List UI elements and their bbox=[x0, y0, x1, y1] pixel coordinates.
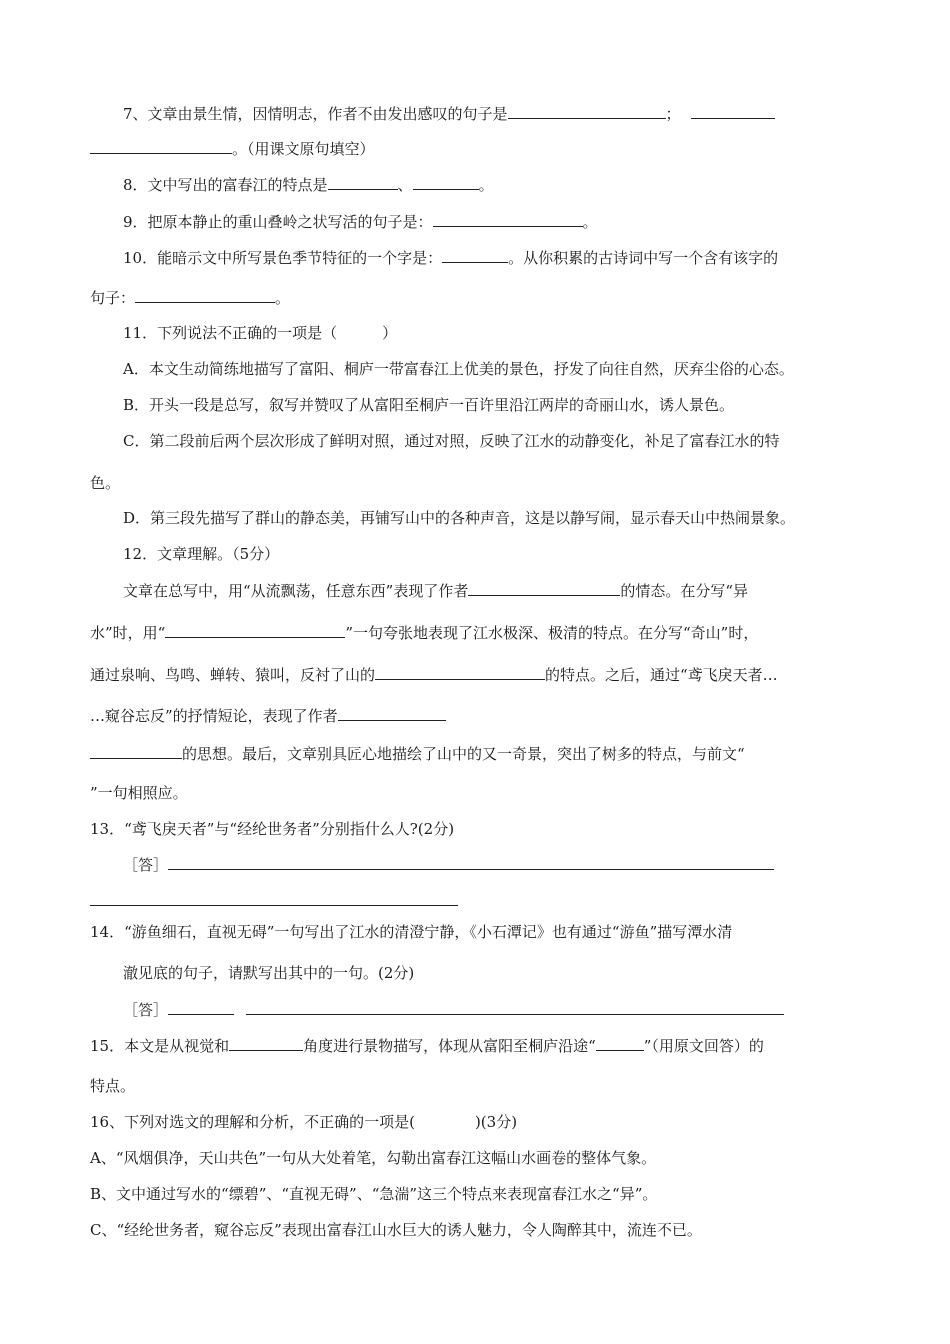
q12-stem: 12．文章理解。（5分） bbox=[123, 545, 280, 563]
q12-line4: …窥谷忘反”的抒情短论，表现了作者 bbox=[90, 705, 446, 726]
q12-line2: 水”时，用“ ”一句夸张地表现了江水极深、极清的特点。在分写“奇山”时， bbox=[90, 624, 759, 642]
answer-blank[interactable] bbox=[433, 211, 583, 227]
answer-blank[interactable] bbox=[90, 138, 232, 154]
q10-line1: 10．能暗示文中所写景色季节特征的一个字是： 。从你积累的古诗词中写一个含有该字的 bbox=[123, 249, 779, 267]
q11-option-c: C．第二段前后两个层次形成了鲜明对照，通过对照，反映了江水的动静变化，补足了富春江水的特 bbox=[123, 432, 780, 450]
q16-stem: 16、下列对选文的理解和分析，不正确的一项是( )(3分) bbox=[90, 1113, 518, 1131]
q16-option-a: A、“风烟俱净，天山共色”一句从大处着笔，勾勒出富春江这幅山水画卷的整体气象。 bbox=[90, 1149, 657, 1167]
answer-blank[interactable] bbox=[168, 999, 234, 1015]
q15-line2: 特点。 bbox=[90, 1077, 136, 1095]
answer-blank[interactable] bbox=[328, 174, 398, 190]
answer-blank[interactable] bbox=[413, 174, 479, 190]
answer-blank[interactable] bbox=[338, 705, 446, 721]
answer-line[interactable] bbox=[90, 905, 458, 906]
q8-line: 8．文中写出的富春江的特点是 、 。 bbox=[123, 176, 494, 194]
answer-blank[interactable] bbox=[596, 1035, 644, 1051]
q7-line1: 7、文章由景生情，因情明志，作者不由发出感叹的句子是 ； bbox=[123, 103, 775, 124]
q11-option-c-cont: 色。 bbox=[90, 474, 121, 492]
answer-blank[interactable] bbox=[468, 580, 620, 596]
q11-option-b: B．开头一段是总写，叙写并赞叹了从富阳至桐庐一百许里沿江两岸的奇丽山水，诱人景色。 bbox=[123, 396, 735, 414]
answer-blank[interactable] bbox=[508, 103, 666, 119]
q14-answer: ［答］ bbox=[123, 999, 784, 1020]
answer-line[interactable] bbox=[168, 854, 774, 870]
q11-option-d: D．第三段先描写了群山的静态美，再铺写山中的各种声音，这是以静写闹，显示春天山中热闹景象。 bbox=[123, 509, 796, 527]
answer-line[interactable] bbox=[246, 999, 784, 1015]
q12-line1: 文章在总写中，用“从流飘荡，任意东西”表现了作者 的情态。在分写“异 bbox=[123, 582, 749, 600]
q11-option-a: A．本文生动简练地描写了富阳、桐庐一带富春江上优美的景色，抒发了向往自然，厌弃尘俗的心态。 bbox=[123, 360, 794, 378]
q11-stem: 11．下列说法不正确的一项是（ ） bbox=[123, 324, 398, 342]
q13-answer: ［答］ bbox=[123, 854, 774, 875]
q16-option-b: B、文中通过写水的“缥碧”、“直视无碍”、“急湍”这三个特点来表现富春江水之“异”。 bbox=[90, 1185, 658, 1203]
q12-line6: ”一句相照应。 bbox=[90, 784, 188, 802]
q9-line: 9．把原本静止的重山叠岭之状写活的句子是： 。 bbox=[123, 213, 598, 231]
q12-line3: 通过泉响、鸟鸣、蝉转、猿叫，反衬了山的 的特点。之后，通过“鸢飞戾天者… bbox=[90, 666, 778, 684]
q13-stem: 13．“鸢飞戾天者”与“经纶世务者”分别指什么人?(2分) bbox=[90, 820, 455, 838]
answer-blank[interactable] bbox=[442, 247, 508, 263]
q16-option-c: C、“经纶世务者，窥谷忘反”表现出富春江山水巨大的诱人魅力，令人陶醉其中，流连不已。 bbox=[90, 1221, 702, 1239]
answer-blank[interactable] bbox=[135, 287, 275, 303]
answer-blank[interactable] bbox=[229, 1035, 303, 1051]
q12-line5: 的思想。最后，文章别具匠心地描绘了山中的又一奇景，突出了树多的特点，与前文“ bbox=[90, 743, 745, 764]
q14-line2: 澈见底的句子，请默写出其中的一句。(2分) bbox=[123, 964, 415, 982]
q15-line1: 15．本文是从视觉和 角度进行景物描写，体现从富阳至桐庐沿途“ ”（用原文回答）的 bbox=[90, 1037, 764, 1055]
answer-blank[interactable] bbox=[90, 743, 182, 759]
answer-blank[interactable] bbox=[165, 622, 345, 638]
q7-line2: 。（用课文原句填空） bbox=[90, 138, 375, 159]
answer-blank[interactable] bbox=[691, 103, 775, 119]
q10-line2: 句子： 。 bbox=[90, 289, 291, 307]
q14-line1: 14．“游鱼细石，直视无碍”一句写出了江水的清澄宁静，《小石潭记》也有通过“游鱼”描写潭水清 bbox=[90, 923, 733, 941]
answer-blank[interactable] bbox=[375, 664, 545, 680]
